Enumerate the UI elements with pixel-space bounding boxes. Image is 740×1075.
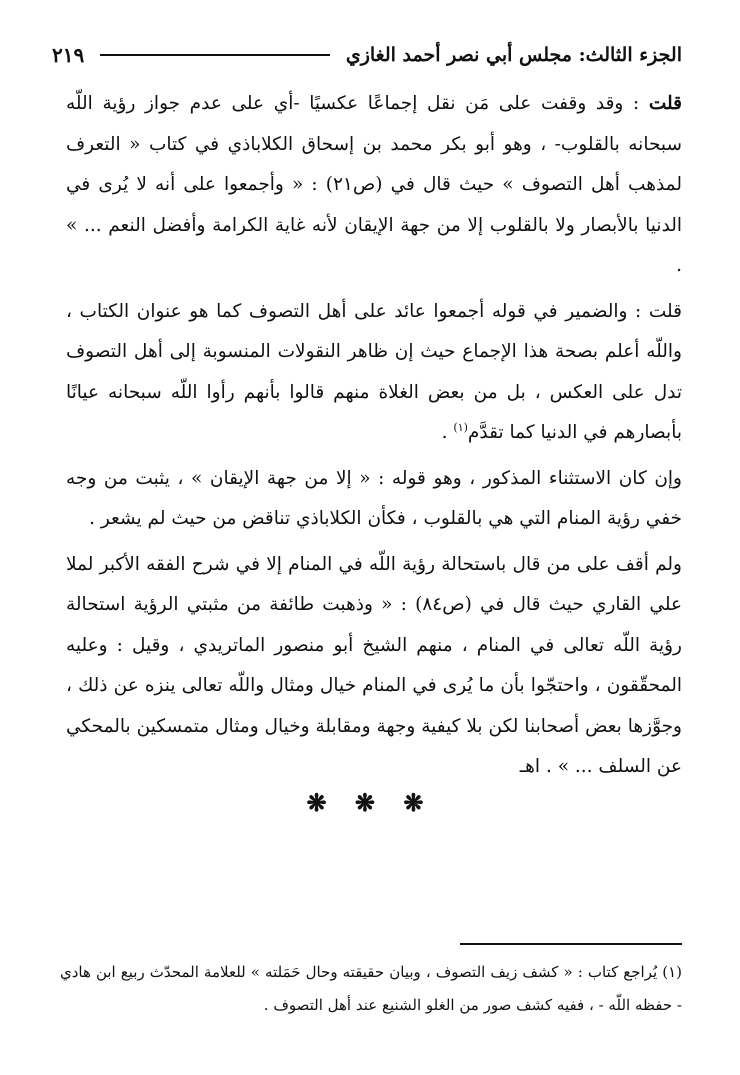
paragraph-2 [66, 292, 682, 454]
paragraph-text: ولم أقف على من قال باستحالة رؤية اللّه في المنام إلا في شرح الفقه الأكبر لملا علي القاري حيث قال في (ص٨٤) : « وذهبت طائفة من مثبتي الرؤية استحالة رؤية اللّه تعالى في المنام ، منهم الشيخ أبو منصور الماتريدي ، وقيل : وعليه المحقّقون ، واحتجّوا بأن ما يُرى في المنام خيال ومثال واللّه تعالى ينزه عن ذلك ، وجوَّزها بعض أصحابنا لكن بلا كيفية وجهة ومقابلة وخيال ومثال متمسكين بالمحكي عن السلف ... » . اهـ [66, 553, 682, 777]
paragraph-text: : وقد وقفت على مَن نقل إجماعًا عكسيًا -أي على عدم جواز رؤية اللّه سبحانه بالقلوب- ، وهو أبو بكر محمد بن إسحاق الكلاباذي في كتاب « التعرف لمذهب أهل التصوف » حيث قال في (ص٢١) : « وأجمعوا على أنه لا يُرى في الدنيا بالأبصار ولا بالقلوب إلا من جهة الإيقان لأنه غاية الكرامة وأفضل النعم ... » . [66, 93, 682, 276]
paragraph-tail: . [441, 422, 454, 443]
page-number: ٢١٩ [52, 43, 85, 67]
paragraph-text: وإن كان الاستثناء المذكور ، وهو قوله : « إلا من جهة الإيقان » ، يثبت من وجه خفي رؤية المنام التي هي بالقلوب ، فكأن الكلاباذي تناقض من حيث لم يشعر . [66, 467, 682, 529]
section-separator: ❋ ❋ ❋ [306, 788, 434, 817]
footnote-text: (١) يُراجع كتاب : « كشف زيف التصوف ، وبيان حقيقته وحال حَمَلته » للعلامة المحدّث ربيع ابن هادي - حفظه اللّه - ، ففيه كشف صور من الغلو الشنيع عند أهل التصوف . [60, 963, 682, 1014]
paragraph-3 [66, 459, 682, 540]
paragraph-lead: قلت [648, 93, 682, 114]
paragraph-text: قلت : والضمير في قوله أجمعوا عائد على أهل التصوف كما هو عنوان الكتاب ، واللّه أعلم بصحة هذا الإجماع حيث إن ظاهر النقولات المنسوبة إلى أهل التصوف تدل على العكس ، بل من بعض الغلاة منهم قالوا بأنهم رأوا اللّه سبحانه عيانًا بأبصارهم في الدنيا كما تقدَّم [66, 300, 682, 443]
footnote-rule [460, 943, 682, 945]
paragraph-1 [66, 84, 682, 287]
header-rule [100, 54, 330, 56]
running-title: الجزء الثالث: مجلس أبي نصر أحمد الغازي [345, 44, 682, 66]
footnote-reference[interactable]: (١) [453, 420, 468, 434]
page-header [52, 38, 682, 72]
body-text [66, 84, 682, 793]
footnote [60, 956, 682, 1022]
paragraph-4 [66, 545, 682, 788]
